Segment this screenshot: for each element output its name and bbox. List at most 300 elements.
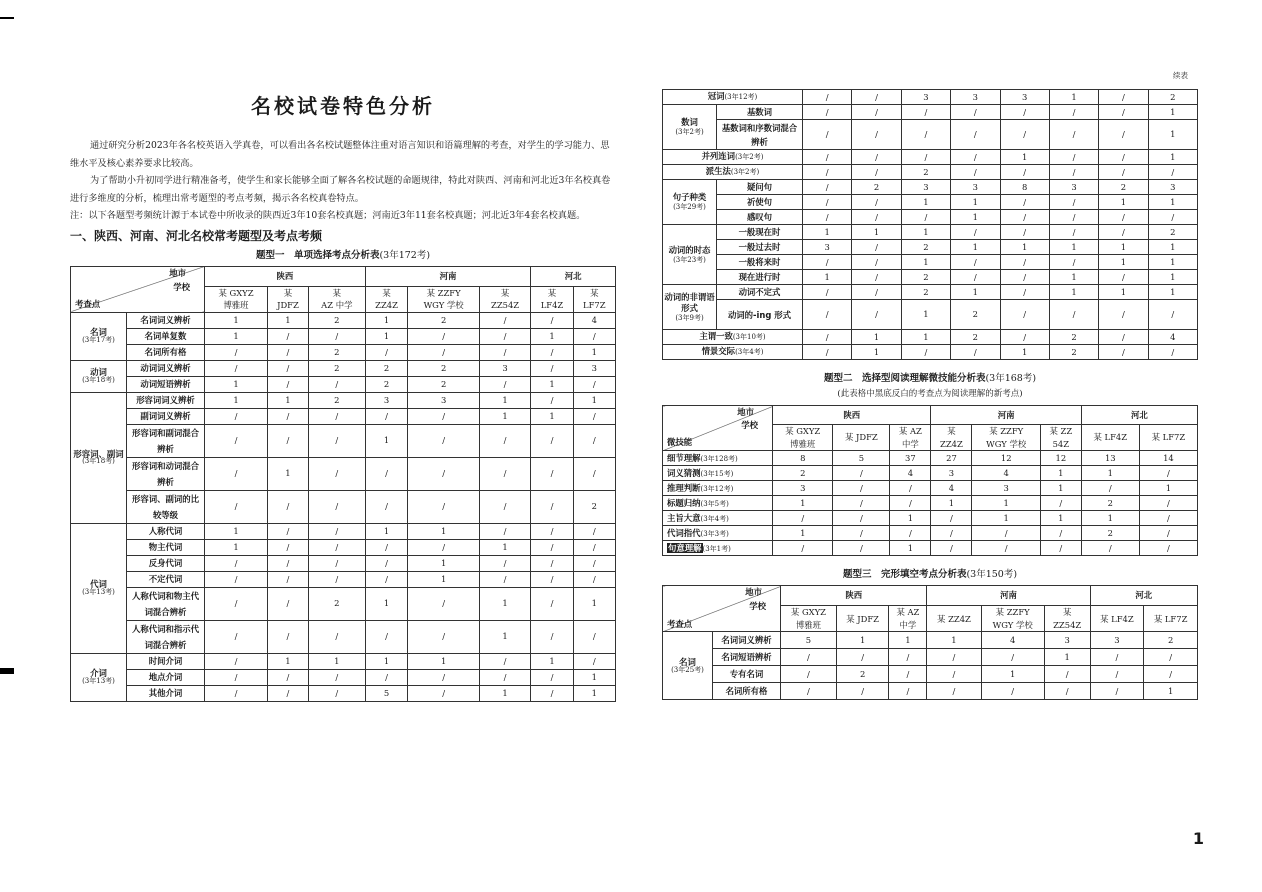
value-cell: / [365, 555, 408, 571]
point-label: 一般现在时 [738, 226, 781, 237]
value-cell: / [573, 523, 615, 539]
value-cell: / [1099, 165, 1148, 180]
value-cell: / [931, 541, 972, 556]
value-cell: / [1099, 120, 1148, 150]
school-name-line: ZZ54Z [491, 300, 520, 311]
skill-cell [663, 451, 773, 466]
table-row [663, 683, 1198, 700]
value-cell: / [803, 105, 852, 120]
value-cell: / [479, 523, 531, 539]
table-row [663, 466, 1198, 481]
school-name-line: 某 [947, 426, 956, 436]
value-cell: 1 [1000, 240, 1049, 255]
value-cell: 1 [1000, 345, 1049, 360]
value-cell: / [1049, 225, 1098, 240]
value-cell: 3 [931, 466, 972, 481]
value-cell: / [1099, 105, 1148, 120]
group-cell [71, 360, 127, 392]
value-cell: / [408, 539, 479, 555]
value-cell: / [773, 511, 833, 526]
value-cell: / [479, 669, 531, 685]
value-cell: 1 [1044, 649, 1090, 666]
value-cell: / [852, 255, 901, 270]
value-cell: / [803, 90, 852, 105]
value-cell: / [268, 555, 309, 571]
value-cell: / [951, 150, 1000, 165]
value-cell: / [981, 683, 1044, 700]
point-label: 动词词义辨析 [140, 362, 191, 373]
value-cell: / [205, 685, 268, 701]
point-label: 祈使句 [746, 196, 773, 207]
value-cell: 1 [927, 632, 981, 649]
school-name-line: LF4Z [540, 300, 564, 311]
value-cell: / [408, 457, 479, 490]
value-cell: 2 [408, 360, 479, 376]
value-cell: 2 [1099, 180, 1148, 195]
table-row [663, 240, 1198, 255]
skill-cell [663, 496, 773, 511]
point-label: 名词所有格 [725, 686, 768, 697]
point-label: 主谓一致 [699, 331, 733, 342]
group-count: (3年18考) [82, 375, 115, 384]
table-row [71, 555, 616, 571]
value-cell: / [268, 523, 309, 539]
value-cell: 1 [901, 330, 950, 345]
value-cell: / [1049, 210, 1098, 225]
value-cell: / [1040, 541, 1081, 556]
value-cell: 12 [1040, 451, 1081, 466]
value-cell: 1 [981, 666, 1044, 683]
point-label: 名词短语辨析 [721, 652, 772, 663]
point-label: 推理判断 [667, 482, 701, 493]
point-cell [663, 165, 803, 180]
value-cell: 3 [1000, 90, 1049, 105]
value-cell: / [268, 571, 309, 587]
value-cell: 13 [1081, 451, 1139, 466]
value-cell: 3 [408, 392, 479, 408]
value-cell: / [573, 424, 615, 457]
value-cell: / [833, 496, 890, 511]
value-cell: 1 [531, 328, 573, 344]
value-cell: 1 [308, 653, 365, 669]
value-cell: 1 [1148, 285, 1197, 300]
group-count: (3年29考) [673, 203, 706, 212]
table-row [71, 376, 616, 392]
value-cell: 2 [308, 344, 365, 360]
value-cell: 3 [479, 360, 531, 376]
table-row [71, 360, 616, 376]
school-name-line: 某 ZZ [1049, 426, 1073, 436]
table-row [71, 653, 616, 669]
group-cell [71, 653, 127, 701]
value-cell: 2 [1081, 526, 1139, 541]
value-cell: / [781, 683, 837, 700]
point-cell [717, 120, 803, 150]
value-cell: 2 [901, 270, 950, 285]
point-cell [663, 90, 803, 105]
page-number: 1 [1192, 829, 1204, 848]
table-row [663, 150, 1198, 165]
table2-title-count: (3年168考) [985, 373, 1037, 384]
value-cell: 2 [773, 466, 833, 481]
point-cell [127, 571, 205, 587]
point-count: (3年2考) [735, 153, 764, 162]
value-cell: 1 [1049, 285, 1098, 300]
value-cell: 2 [1081, 496, 1139, 511]
value-cell: 3 [951, 180, 1000, 195]
table-row [663, 255, 1198, 270]
value-cell: 3 [951, 90, 1000, 105]
point-label: 地点介词 [148, 671, 183, 682]
point-label: 不定代词 [148, 573, 183, 584]
value-cell: / [205, 490, 268, 523]
point-cell [127, 424, 205, 457]
point-label: 形容词词义辨析 [136, 394, 195, 405]
school-name-line: 某 ZZFY [426, 287, 461, 298]
table-row [71, 669, 616, 685]
value-cell: 3 [1090, 632, 1144, 649]
point-cell [127, 539, 205, 555]
value-cell: 1 [531, 408, 573, 424]
value-cell: / [479, 328, 531, 344]
table-row [663, 270, 1198, 285]
value-cell: / [803, 345, 852, 360]
school-header [1044, 606, 1090, 632]
point-label: 物主代词 [148, 541, 183, 552]
single-choice-table [70, 266, 616, 702]
point-count: (3年12考) [700, 484, 734, 493]
point-cell [717, 195, 803, 210]
value-cell: / [268, 539, 309, 555]
region-header: 河南 [365, 266, 531, 286]
value-cell: / [852, 285, 901, 300]
group-label: 动词的时态 [668, 244, 711, 255]
group-label: 介词 [90, 668, 107, 679]
school-header [408, 286, 479, 312]
point-cell [127, 344, 205, 360]
value-cell: / [1040, 526, 1081, 541]
value-cell: / [308, 490, 365, 523]
value-cell: / [205, 408, 268, 424]
value-cell: / [833, 481, 890, 496]
value-cell: / [408, 408, 479, 424]
value-cell: 1 [951, 210, 1000, 225]
group-cell [71, 523, 127, 653]
page-title: 名校试卷特色分析 [251, 94, 435, 118]
value-cell: / [1099, 210, 1148, 225]
value-cell: 2 [308, 587, 365, 620]
right-page [662, 70, 1198, 700]
value-cell: / [479, 490, 531, 523]
group-label: 名词 [679, 656, 696, 667]
value-cell: / [205, 620, 268, 653]
value-cell: 5 [365, 685, 408, 701]
value-cell: / [531, 392, 573, 408]
value-cell: / [1049, 165, 1098, 180]
value-cell: 1 [852, 330, 901, 345]
value-cell: 1 [365, 653, 408, 669]
school-header [1090, 606, 1144, 632]
value-cell: 3 [365, 392, 408, 408]
value-cell: 1 [479, 620, 531, 653]
value-cell: 27 [931, 451, 972, 466]
value-cell: 1 [573, 669, 615, 685]
table-row [663, 195, 1198, 210]
value-cell: 1 [268, 653, 309, 669]
school-name-line: 博雅班 [795, 619, 821, 630]
region-label: 地市 [169, 267, 186, 278]
value-cell: / [852, 120, 901, 150]
value-cell: / [951, 345, 1000, 360]
value-cell: / [479, 344, 531, 360]
value-cell: 1 [531, 653, 573, 669]
value-cell: 1 [205, 376, 268, 392]
point-label: 冠词 [707, 91, 725, 102]
value-cell: / [1099, 225, 1148, 240]
value-cell: / [205, 587, 268, 620]
table-row [663, 451, 1198, 466]
group-count: (3年18考) [82, 457, 115, 466]
point-label: 标题归纳 [667, 497, 701, 508]
point-label: 词义猜测 [667, 467, 701, 478]
table-row [663, 300, 1198, 330]
value-cell: 1 [1000, 150, 1049, 165]
value-cell: / [268, 490, 309, 523]
value-cell: / [833, 511, 890, 526]
header-row [71, 266, 616, 286]
value-cell: 1 [1139, 481, 1197, 496]
value-cell: 5 [781, 632, 837, 649]
group-cell [663, 632, 713, 700]
value-cell: / [890, 481, 931, 496]
point-label: 动词短语辨析 [140, 378, 191, 389]
value-cell: 1 [365, 523, 408, 539]
value-cell: / [1099, 150, 1148, 165]
intro-paragraph-2: 为了帮助小升初同学进行精准备考，使学生和家长能够全面了解各名校试题的命题规律，特此对陕西、河南和河北近3年名校真卷进行多维度的分析，梳理出常考题型的考点考频，揭示各名校真卷特点。 [70, 175, 611, 204]
value-cell: / [852, 210, 901, 225]
value-cell: / [852, 90, 901, 105]
value-cell: / [531, 620, 573, 653]
point-count: (3年15考) [700, 469, 734, 478]
value-cell: / [972, 541, 1040, 556]
value-cell: 2 [951, 300, 1000, 330]
school-name-line: 某 AZ [898, 426, 922, 436]
region-header: 河北 [1081, 406, 1197, 425]
value-cell: / [803, 165, 852, 180]
value-cell: 1 [573, 392, 615, 408]
value-cell: 3 [1044, 632, 1090, 649]
value-cell: / [1000, 285, 1049, 300]
value-cell: / [205, 653, 268, 669]
value-cell: / [1139, 526, 1197, 541]
point-label: 动词不定式 [738, 286, 781, 297]
value-cell: 37 [890, 451, 931, 466]
group-label: 名词 [90, 327, 107, 338]
value-cell: / [205, 424, 268, 457]
point-label: 基数词和序数词混合辨析 [721, 122, 798, 147]
value-cell: 1 [408, 571, 479, 587]
point-label: 句意理解 [668, 542, 702, 553]
point-cell [127, 408, 205, 424]
value-cell: / [1049, 120, 1098, 150]
point-label: 形容词和动词混合辨析 [132, 460, 199, 487]
table-row [71, 490, 616, 523]
value-cell: / [1139, 466, 1197, 481]
value-cell: 2 [308, 392, 365, 408]
value-cell: 1 [408, 523, 479, 539]
value-cell: / [1049, 300, 1098, 330]
value-cell: / [573, 328, 615, 344]
value-cell: 1 [803, 270, 852, 285]
school-name-line: ZZ4Z [375, 300, 398, 311]
value-cell: / [308, 555, 365, 571]
table3-title-count: (3年150考) [966, 569, 1018, 581]
value-cell: 2 [901, 240, 950, 255]
point-label: 细节理解 [667, 452, 701, 463]
value-cell: / [479, 571, 531, 587]
point-cell [717, 225, 803, 240]
table-row [663, 105, 1198, 120]
table-row [663, 649, 1198, 666]
school-name-line: WGY 学校 [423, 300, 464, 311]
value-cell: 1 [408, 555, 479, 571]
school-name-line: 某 LF4Z [1093, 432, 1128, 443]
point-count: (3年10考) [732, 333, 766, 342]
school-header [889, 606, 927, 632]
value-cell: / [1148, 165, 1197, 180]
value-cell: / [308, 669, 365, 685]
table-row [663, 511, 1198, 526]
school-header [479, 286, 531, 312]
group-label: 代词 [90, 579, 107, 590]
point-label: 名词所有格 [144, 346, 187, 357]
value-cell: 1 [890, 511, 931, 526]
region-header: 河南 [927, 586, 1090, 606]
value-cell: / [1049, 255, 1098, 270]
group-count: (3年9考) [675, 314, 704, 323]
value-cell: 3 [1049, 180, 1098, 195]
point-label: 人称代词 [148, 525, 183, 536]
value-cell: / [803, 150, 852, 165]
value-cell: / [268, 620, 309, 653]
point-cell [717, 105, 803, 120]
value-cell: / [931, 511, 972, 526]
point-label: 一般过去时 [738, 241, 781, 252]
value-cell: / [1044, 683, 1090, 700]
school-label: 学校 [749, 601, 766, 612]
value-cell: / [408, 685, 479, 701]
school-header [833, 425, 890, 451]
point-cell [127, 328, 205, 344]
value-cell: / [836, 683, 889, 700]
point-cell [713, 666, 781, 683]
value-cell: 1 [1148, 105, 1197, 120]
school-name-line: JDFZ [277, 300, 299, 311]
region-header: 河北 [1090, 586, 1197, 606]
value-cell: 4 [573, 312, 615, 328]
table-row [663, 541, 1198, 556]
table-row [663, 165, 1198, 180]
region-header: 陕西 [773, 406, 931, 425]
value-cell: / [1099, 270, 1148, 285]
point-label: 代词指代 [667, 527, 701, 538]
value-cell: 1 [1144, 683, 1198, 700]
value-cell: 1 [889, 632, 927, 649]
group-label: 数词 [681, 117, 698, 128]
value-cell: / [951, 120, 1000, 150]
value-cell: / [268, 344, 309, 360]
school-name-line: 某 [590, 287, 599, 298]
value-cell: 1 [972, 511, 1040, 526]
value-cell: 4 [972, 466, 1040, 481]
point-cell [127, 620, 205, 653]
point-cell [127, 523, 205, 539]
point-cell [717, 300, 803, 330]
value-cell: 1 [773, 496, 833, 511]
value-cell: / [531, 344, 573, 360]
region-header: 河北 [531, 266, 616, 286]
point-cell [717, 255, 803, 270]
school-name-line: 某 [500, 287, 510, 298]
point-header-label: 考查点 [75, 298, 101, 309]
value-cell: / [479, 555, 531, 571]
point-cell [127, 490, 205, 523]
school-name-line: 某 ZZFY [989, 426, 1024, 436]
group-count: (3年2考) [675, 128, 704, 137]
point-cell [717, 240, 803, 255]
value-cell: 1 [365, 424, 408, 457]
value-cell: / [1139, 496, 1197, 511]
table3-title [662, 566, 1198, 580]
value-cell: 1 [1040, 511, 1081, 526]
table-row [663, 345, 1198, 360]
value-cell: / [773, 541, 833, 556]
value-cell: 2 [1148, 90, 1197, 105]
school-name-line: LF7Z [583, 300, 606, 311]
value-cell: / [268, 685, 309, 701]
value-cell: / [1000, 270, 1049, 285]
value-cell: 1 [205, 392, 268, 408]
value-cell: 1 [268, 457, 309, 490]
school-label: 学校 [173, 281, 190, 292]
school-header [1040, 425, 1081, 451]
value-cell: / [1000, 225, 1049, 240]
cloze-table [662, 585, 1198, 700]
value-cell: / [573, 408, 615, 424]
value-cell: / [951, 270, 1000, 285]
point-label: 现在进行时 [738, 271, 781, 282]
value-cell: 1 [1040, 481, 1081, 496]
table1-title-text: 题型一 单项选择考点分析表 [255, 249, 380, 261]
value-cell: / [1148, 300, 1197, 330]
point-label: 主旨大意 [667, 512, 701, 523]
point-label: 名词单复数 [144, 330, 187, 341]
value-cell: / [890, 526, 931, 541]
school-name-line: ZZ4Z [940, 438, 963, 449]
value-cell: 3 [573, 360, 615, 376]
school-name-line: 某 [547, 287, 557, 298]
value-cell: / [852, 240, 901, 255]
table-row [71, 457, 616, 490]
point-cell [127, 312, 205, 328]
value-cell: / [268, 328, 309, 344]
value-cell: 2 [901, 165, 950, 180]
value-cell: 2 [308, 312, 365, 328]
table-row [663, 632, 1198, 649]
value-cell: / [901, 150, 950, 165]
value-cell: / [205, 555, 268, 571]
value-cell: 3 [1148, 180, 1197, 195]
